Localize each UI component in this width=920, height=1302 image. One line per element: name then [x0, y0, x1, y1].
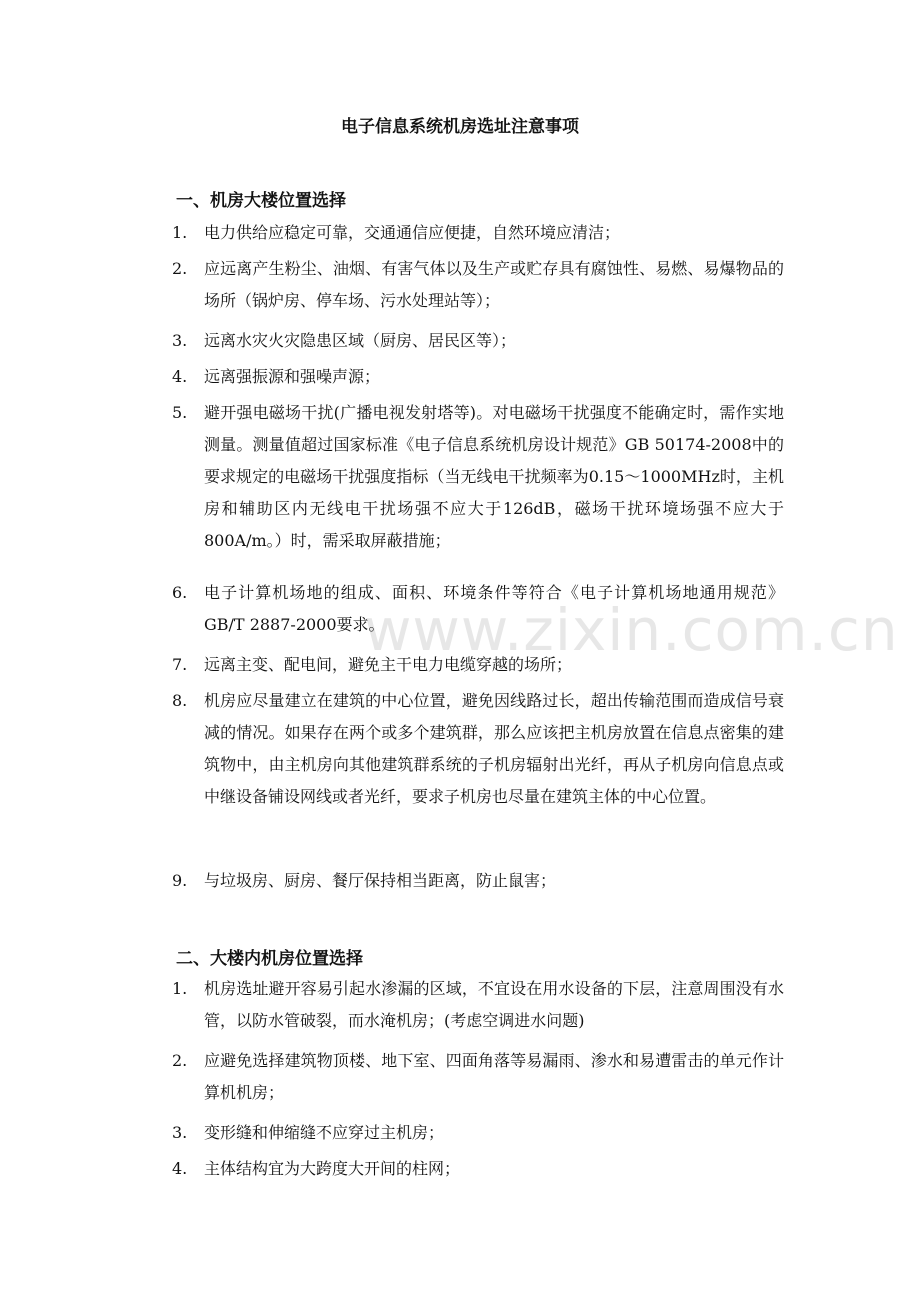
item-number: 3.	[172, 331, 188, 350]
item-text: 变形缝和伸缩缝不应穿过主机房；	[204, 1123, 445, 1142]
item-number: 1.	[172, 223, 188, 242]
item-number: 9.	[172, 871, 188, 890]
item-text: 机房选址避开容易引起水渗漏的区域，不宜设在用水设备的下层，注意周围没有水管，以防水管破裂，而水淹机房；(考虑空调进水问题)	[204, 979, 784, 1030]
watermark: www.zixin.com.cn	[364, 596, 899, 664]
item-number: 4.	[172, 367, 188, 386]
item-text: 远离水灾火灾隐患区域（厨房、居民区等）；	[204, 331, 517, 350]
item-text: 应避免选择建筑物顶楼、地下室、四面角落等易漏雨、渗水和易遭雷击的单元作计算机机房；	[204, 1051, 784, 1102]
item-text: 远离主变、配电间，避免主干电力电缆穿越的场所；	[204, 655, 573, 674]
item-number: 1.	[172, 979, 188, 998]
section-heading-1: 一、机房大楼位置选择	[176, 191, 346, 211]
item-number: 2.	[172, 259, 188, 278]
item-text: 主体结构宜为大跨度大开间的柱网；	[204, 1159, 461, 1178]
item-number: 5.	[172, 403, 188, 422]
item-number: 3.	[172, 1123, 188, 1142]
item-text: 避开强电磁场干扰(广播电视发射塔等)。对电磁场干扰强度不能确定时，需作实地测量。测量值超过国家标准《电子信息系统机房设计规范》GB 50174-2008中的要求规定的电磁场干扰强度指标（当无线电干扰频率为0.15～1000MHz时，主机房和辅助区内无线电干扰场强不应大于126dB，磁场干扰环境场强不应大于800A/m。）时，需采取屏蔽措施；	[204, 403, 784, 550]
item-number: 6.	[172, 583, 188, 602]
item-number: 7.	[172, 655, 188, 674]
item-text: 机房应尽量建立在建筑的中心位置，避免因线路过长，超出传输范围而造成信号衰减的情况。如果存在两个或多个建筑群，那么应该把主机房放置在信息点密集的建筑物中，由主机房向其他建筑群系统的子机房辐射出光纤，再从子机房向信息点或中继设备铺设网线或者光纤，要求子机房也尽量在建筑主体的中心位置。	[204, 691, 784, 806]
item-text: 电子计算机场地的组成、面积、环境条件等符合《电子计算机场地通用规范》GB/T 2887-2000要求。	[204, 583, 784, 634]
item-text: 应远离产生粉尘、油烟、有害气体以及生产或贮存具有腐蚀性、易燃、易爆物品的场所（锅炉房、停车场、污水处理站等）；	[204, 259, 784, 310]
item-text: 电力供给应稳定可靠，交通通信应便捷，自然环境应清洁；	[204, 223, 621, 242]
document-title: 电子信息系统机房选址注意事项	[341, 117, 579, 137]
item-text: 与垃圾房、厨房、餐厅保持相当距离，防止鼠害；	[204, 871, 557, 890]
item-number: 8.	[172, 691, 188, 710]
section-heading-2: 二、大楼内机房位置选择	[176, 949, 363, 969]
item-number: 4.	[172, 1159, 188, 1178]
item-text: 远离强振源和强噪声源；	[204, 367, 381, 386]
item-number: 2.	[172, 1051, 188, 1070]
